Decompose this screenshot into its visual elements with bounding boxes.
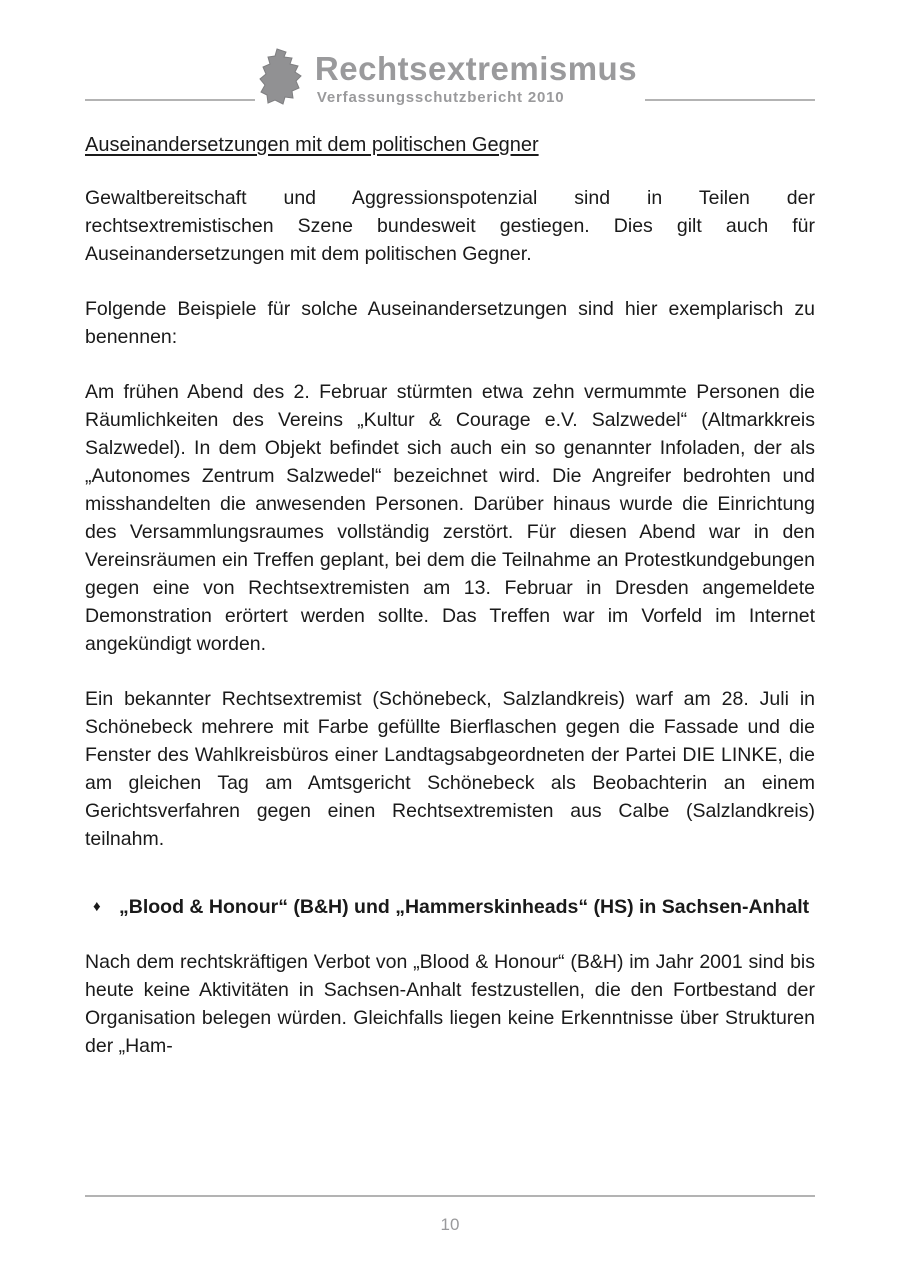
- header-rule-right: [645, 99, 815, 101]
- diamond-bullet-icon: ♦: [93, 898, 101, 915]
- header-rule-left: [85, 99, 255, 101]
- paragraph: Am frühen Abend des 2. Februar stürmten etwa zehn vermummte Personen die Räumlichkeiten des Vereins „Kultur & Courage e.V. Salzwedel“ (Altmarkkreis Salzwedel). In dem Objekt befindet sich auch ein so genannter Infoladen, der als „Autonomes Zentrum Salzwedel“ bezeichnet wird. Die Angreifer bedrohten und misshandelten die anwesenden Personen. Darüber hinaus wurde die Einrichtung des Versammlungsraumes vollständig zerstört. Für diesen Abend war in den Vereinsräumen ein Treffen geplant, bei dem die Teilnahme an Protestkundgebungen gegen eine von Rechtsextremisten am 13. Februar in Dresden angemeldete Demonstration erörtert werden sollte. Das Treffen war im Vorfeld im Internet angekündigt worden.: [85, 381, 815, 655]
- page-number: 10: [440, 1215, 460, 1234]
- report-title-block: [315, 52, 637, 106]
- report-title: Rechtsextremismus: [314, 50, 638, 88]
- section-heading: Auseinandersetzungen mit dem politischen Gegner: [85, 134, 539, 156]
- page-header: [85, 36, 815, 106]
- paragraph: Ein bekannter Rechtsextremist (Schönebeck, Salzlandkreis) warf am 28. Juli in Schönebeck mehrere mit Farbe gefüllte Bierflaschen gegen die Fassade und die Fenster des Wahlkreisbüros einer Landtagsabgeordneten der Partei DIE LINKE, die am gleichen Tag am Amtsgericht Schönebeck als Beobachterin an einem Gerichtsverfahren gegen einen Rechtsextremisten aus Calbe (Salzlandkreis) teilnahm.: [85, 688, 815, 850]
- report-subtitle: Verfassungsschutzbericht 2010: [316, 89, 565, 106]
- paragraph: Folgende Beispiele für solche Auseinandersetzungen sind hier exemplarisch zu benennen:: [85, 298, 815, 348]
- report-brand: [255, 48, 645, 106]
- paragraph: Gewaltbereitschaft und Aggressionspotenzial sind in Teilen der rechtsextremistischen Szene bundesweit gestiegen. Dies gilt auch für Auseinandersetzungen mit dem politischen Gegner.: [85, 187, 815, 265]
- bullet-item: [85, 893, 815, 921]
- sachsen-anhalt-map-icon: [259, 48, 305, 106]
- paragraph: Nach dem rechtskräftigen Verbot von „Blood & Honour“ (B&H) im Jahr 2001 sind bis heute keine Aktivitäten in Sachsen-Anhalt festzustellen, die den Fortbestand der Organisation belegen würden. Gleichfalls liegen keine Erkenntnisse über Strukturen der „Ham-: [85, 951, 815, 1057]
- bullet-heading: „Blood & Honour“ (B&H) und „Hammerskinheads“ (HS) in Sachsen-Anhalt: [119, 896, 810, 918]
- footer-rule: [85, 1195, 815, 1197]
